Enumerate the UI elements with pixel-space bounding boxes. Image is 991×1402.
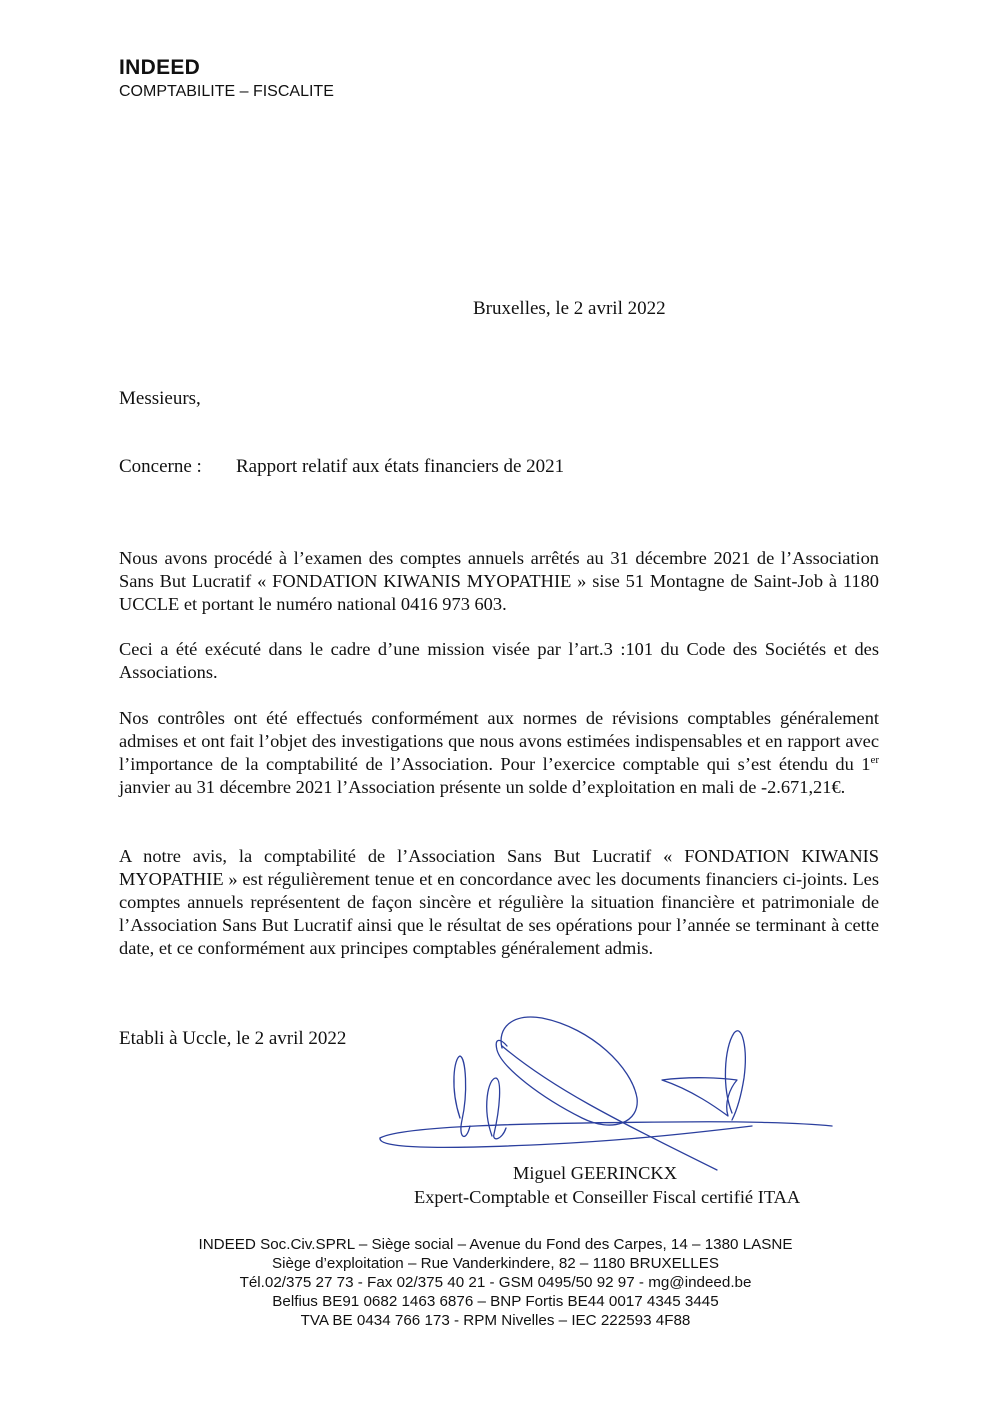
- signature-strokes: [380, 1017, 832, 1170]
- signer-name: Miguel GEERINCKX: [513, 1163, 677, 1183]
- signature-stroke-letter-x: [725, 1031, 745, 1120]
- letter-date: Bruxelles, le 2 avril 2022: [473, 298, 666, 319]
- ordinal-superscript: er: [870, 753, 879, 766]
- footer-line-registration: TVA BE 0434 766 173 - RPM Nivelles – IEC 222593 4F88: [300, 1312, 691, 1329]
- paragraph-controls: [119, 707, 879, 799]
- paragraph-opinion: A notre avis, la comptabilité de l’Association Sans But Lucratif « FONDATION KIWANIS MYOPATHIE » est régulièrement tenue et en concordance avec les documents financiers ci-joints. Les comptes annuels représentent de façon sincère et régulière la situation financière et patrimoniale de l’Association Sans But Lucratif ainsi que le résultat de ses opérations pour l’année se terminant à cette date, et ce conformément aux principes comptables généralement admis.: [119, 846, 879, 958]
- signature-stroke-loop: [496, 1017, 637, 1125]
- place-date: Etabli à Uccle, le 2 avril 2022: [119, 1028, 347, 1049]
- signature-stroke-letter-m: [454, 1056, 470, 1136]
- footer-line-registered-office: INDEED Soc.Civ.SPRL – Siège social – Avenue du Fond des Carpes, 14 – 1380 LASNE: [198, 1236, 793, 1253]
- paragraph-examination: Nous avons procédé à l’examen des comptes annuels arrêtés au 31 décembre 2021 de l’Association Sans But Lucratif « FONDATION KIWANIS MYOPATHIE » sise 51 Montagne de Saint-Job à 1180 UCCLE et portant le numéro national 0416 973 603.: [119, 548, 879, 614]
- letterhead-footer: [0, 1235, 991, 1330]
- handwritten-signature: [372, 1008, 842, 1178]
- paragraph-mission: Ceci a été exécuté dans le cadre d’une mission visée par l’art.3 :101 du Code des Sociétés et des Associations.: [119, 639, 879, 682]
- signature-stroke-baseline: [380, 1122, 832, 1138]
- paragraph-controls-text-1: Nos contrôles ont été effectués conformément aux normes de révisions comptables généralement admises et ont fait l’objet des investigations que nous avons estimées indispensables et en rapport avec l’importance de la comptabilité de l’Association. Pour l’exercice comptable qui s’est étendu du 1: [119, 708, 879, 774]
- company-name: INDEED: [119, 56, 201, 79]
- company-subtitle: COMPTABILITE – FISCALITE: [119, 83, 334, 100]
- salutation: Messieurs,: [119, 388, 201, 409]
- paragraph-controls-text-2: janvier au 31 décembre 2021 l’Association présente un solde d’exploitation en mali de -2.671,21€.: [119, 777, 846, 797]
- signature-stroke-underline: [380, 1126, 752, 1147]
- signature-stroke-letter-g: [487, 1078, 506, 1139]
- signer-title: Expert-Comptable et Conseiller Fiscal certifié ITAA: [414, 1187, 801, 1207]
- footer-line-contact: Tél.02/375 27 73 - Fax 02/375 40 21 - GSM 0495/50 92 97 - mg@indeed.be: [239, 1274, 752, 1291]
- subject-label: Concerne :: [119, 456, 202, 477]
- footer-line-operating-office: Siège d’exploitation – Rue Vanderkindere, 82 – 1180 BRUXELLES: [272, 1255, 719, 1272]
- subject-text: Rapport relatif aux états financiers de 2021: [236, 456, 565, 477]
- signature-stroke-diagonal: [502, 1046, 717, 1170]
- footer-line-bank-accounts: Belfius BE91 0682 1463 6876 – BNP Fortis BE44 0017 4345 3445: [272, 1293, 719, 1310]
